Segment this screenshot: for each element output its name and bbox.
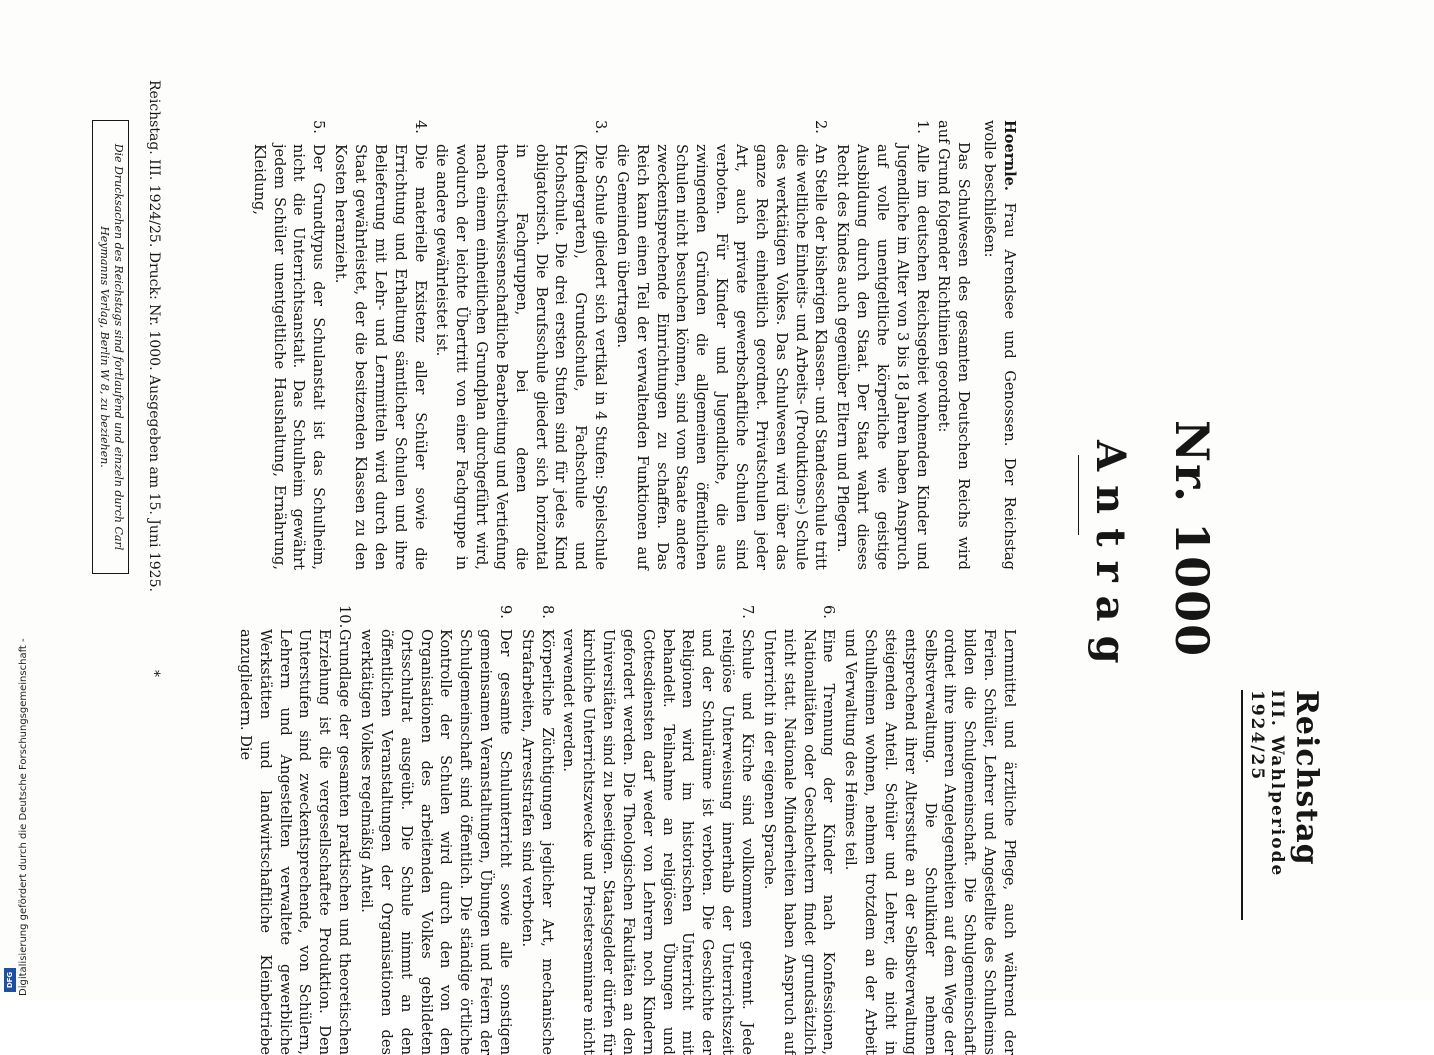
list-item: 9.Der gesamte Schulunterricht sowie alle sonstigen gemeinsamen Veranstaltungen, Übungen und Feiern der Schulgemeinschaft sind öffentlich. Die ständige örtliche Kontrolle der Schulen wird durch den von den Organisationen des arbeitenden Volkes gebildeten Ortsschulrat ausgeübt. Die Schule nimmt an den öffentlichen Veranstaltungen der Organisationen des werktätigen Volkes regelmäßig Anteil.: [358, 605, 514, 1055]
digitization-note: Digitalisierung gefördert durch die Deutsche Forschungsgemeinschaft -: [18, 638, 29, 996]
left-column: [249, 120, 1019, 570]
session-label: III. Wahlperiode: [1267, 690, 1287, 878]
list-item: 7.Schule und Kirche sind vollkommen getrennt. Jede religiöse Unterweisung innerhalb der Unterrichtszeit und der Schulräume ist verboten. Die Geschichte der Religionen wird im historischen Unterricht mit behandelt. Teilnahme an religiösen Übungen und Gottesdiensten darf weder von Lehrern noch Kindern gefordert werden. Die Theologischen Fakultäten an den Universitäten sind zu beseitigen. Staatsgelder dürfen für kirchliche Unterrichtszwecke und Priesterseminare nicht verwendet werden.: [560, 605, 757, 1055]
movers-rest: Frau Arendsee und Genossen. Der Reichstag wolle beschließen:: [981, 120, 1018, 570]
continuation-paragraph: Lernmittel und ärztliche Pflege, auch während der Ferien. Schüler, Lehrer und Angestellte des Schulheims bilden die Schulgemeinschaft. Die Schulgemeinschaft ordnet ihre inneren Angelegenheiten auf dem Wege der Selbstverwaltung. Die Schulkinder nehmen entsprechend ihrer Altersstufe an der Selbstverwaltung steigenden Anteil. Schüler und Lehrer, die nicht in Schulheimen wohnen, nehmen trotzdem an der Arbeit und Verwaltung des Heimes teil.: [842, 629, 1018, 1055]
list-item: 3.Die Schule gliedert sich vertikal in 4 Stufen: Spielschule (Kindergarten), Grundschule, Fachschule und Hochschule. Die drei ersten Stufen sind für jedes Kind obligatorisch. Die Berufsschule gliedert sich horizontal in Fachgruppen, bei denen die theoretischwissenschaftliche Bearbeitung und Vertiefung nach einem einheitlichen Grundplan durchgeführt wird, wodurch der leichte Übertritt von einer Fachgruppe in die andere gewährleistet ist.: [433, 120, 610, 570]
publisher-notice: Die Drucksachen des Reichstags sind fortlaufend und einzeln durch Carl Heymanns Verlag, Berlin W 8, zu beziehen.: [92, 120, 129, 574]
list-item: 2.An Stelle der bisherigen Klassen- und Standesschule tritt die weltliche Einheits- und Arbeits- (Produktions-) Schule des werktätigen Volkes. Das Schulwesen wird über das ganze Reich einheitlich geordnet. Privatschulen jeder Art, auch private gewerbschaftliche Schulen sind verboten. Für Kinder und Jugendliche, die aus zwingenden Gründen die allgemeinen öffentlichen Schulen nicht besuchen können, sind vom Staate andere zweckentsprechende Einrichtungen zu schaffen. Das Reich kann einen Teil der verwaltenden Funktionen auf die Gemeinden übertragen.: [613, 120, 830, 570]
list-item: 6.Eine Trennung der Kinder nach Konfessionen, Nationalitäten oder Geschlechtern findet grundsätzlich nicht statt. Nationale Minderheiten haben Anspruch auf Unterricht in der eigenen Sprache.: [760, 605, 838, 1055]
parliament-name: Reichstag: [1289, 690, 1324, 866]
session-years: 1924/25: [1241, 690, 1267, 920]
lead-paragraph: Das Schulwesen des gesamten Deutschen Reichs wird auf Grund folgender Richtlinien geordnet:: [935, 120, 973, 570]
list-item: 1.Alle im deutschen Reichsgebiet wohnenden Kinder und Jugendliche im Alter von 3 bis 18 Jahren haben Anspruch auf volle unentgeltliche körperliche wie geistige Ausbildung durch den Staat. Der Staat wahrt dieses Recht des Kindes auch gegenüber Eltern und Pflegern.: [834, 120, 931, 570]
document-type: Antrag: [1087, 440, 1134, 678]
dfg-logo-icon: DFG: [4, 968, 16, 992]
mover-name: Hoernle.: [1001, 120, 1018, 192]
list-item: 8.Körperliche Züchtigungen jeglicher Art, mechanische Strafarbeiten, Arreststrafen sind verboten.: [518, 605, 556, 1055]
title-divider: [1078, 455, 1079, 535]
intro-paragraph: [979, 120, 1019, 570]
right-column: [235, 605, 1019, 1055]
list-item: 10.Grundlage der gesamten praktischen und theoretischen Erziehung ist die vergesellschaftete Produktion. Den Unterstufen sind zweckentsprechende, von Schülern, Lehrern und Angestellten verwaltete gewerbliche Werkstätten und landwirtschaftliche Kleinbetriebe anzugliedern. Die: [236, 605, 354, 1055]
list-item: 5.Der Grundtypus der Schulanstalt ist das Schulheim, nicht die Unterrichtsanstalt. Das Schulheim gewährt jedem Schüler unentgeltliche Haushaltung, Ernährung, Kleidung,: [250, 120, 328, 570]
header-block: [1241, 690, 1324, 990]
list-item: 4.Die materielle Existenz aller Schüler sowie die Errichtung und Erhaltung sämtlicher Schulen und ihre Belieferung mit Lehr- und Lernmitteln wird durch den Staat gewährleistet, der die besitzenden Klassen zu den Kosten heranzieht.: [332, 120, 429, 570]
footer-mark: *: [146, 670, 162, 677]
document-number: Nr. 1000: [1165, 420, 1219, 659]
footer-line: Reichstag. III. 1924/25. Druck: Nr. 1000. Ausgegeben am 15. Juni 1925.: [146, 80, 162, 592]
print-footer: [146, 80, 162, 680]
